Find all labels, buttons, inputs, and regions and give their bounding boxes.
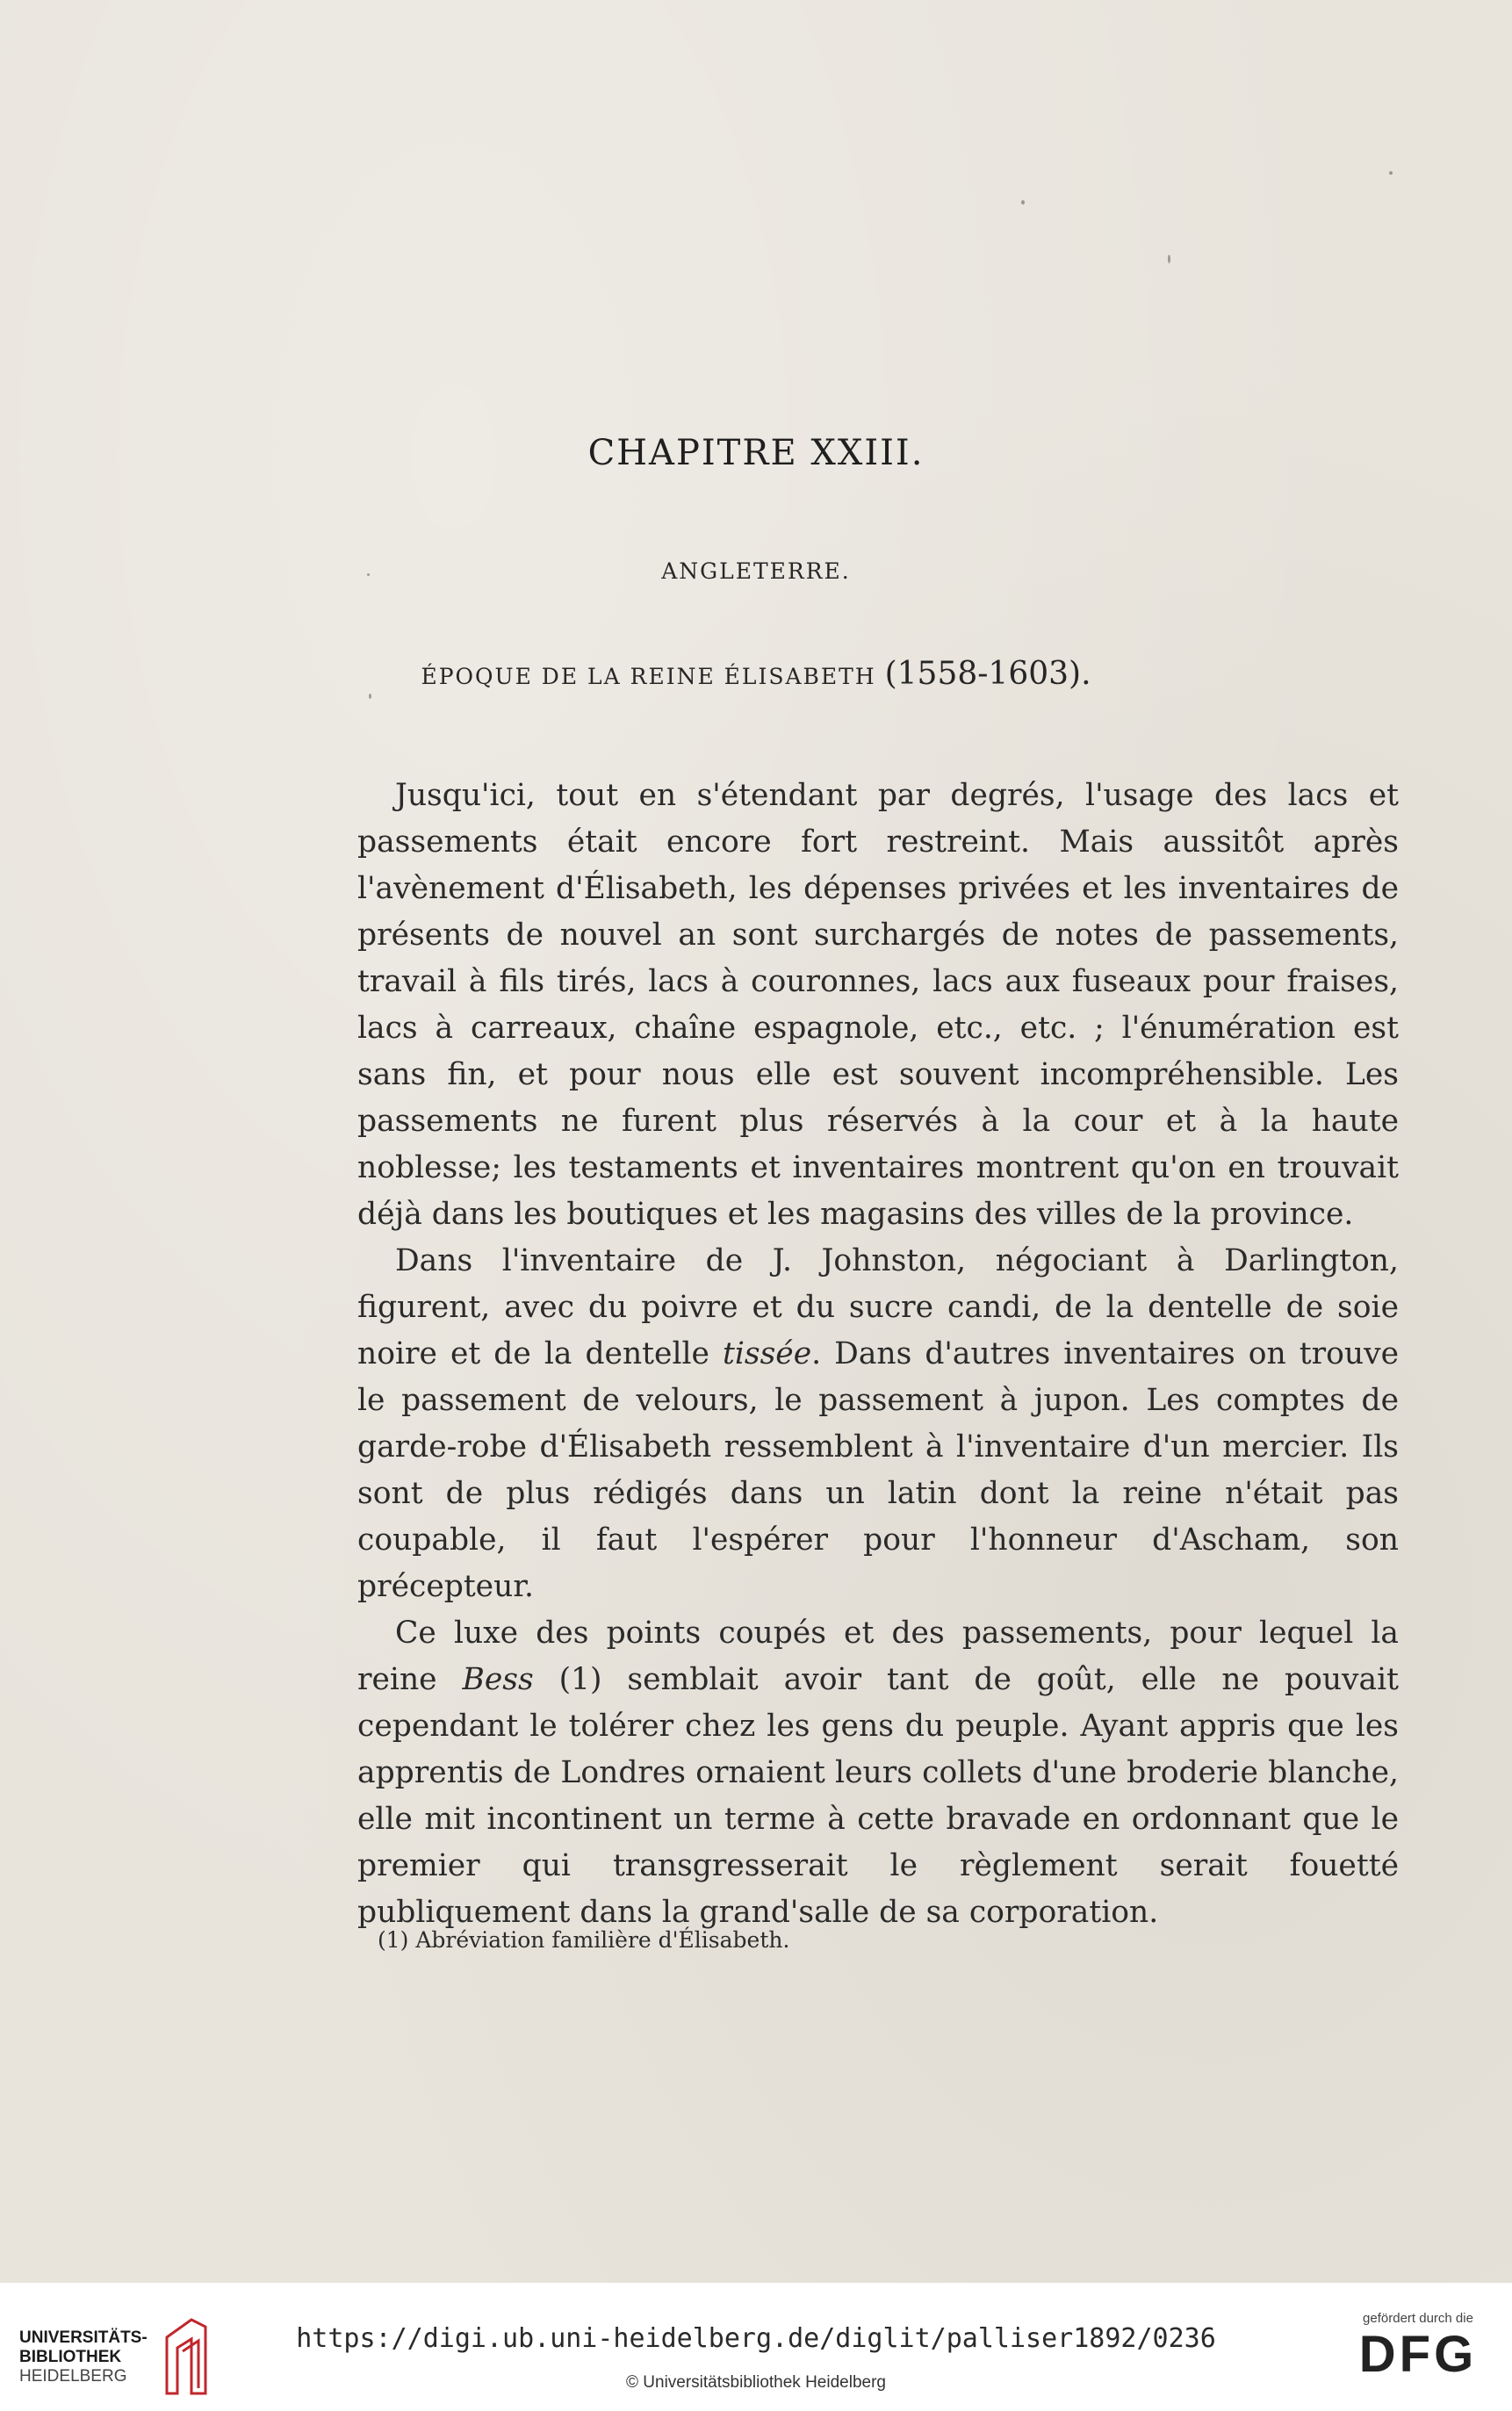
paragraph-2 bbox=[357, 1238, 1399, 1610]
paragraph-3-text-end: (1) semblait avoir tant de goût, elle ne pouvait cependant le tolérer chez les gens du peuple. Ayant appris que les apprentis de Londres ornaient leurs collets d'une broderie blanche, elle mit incontinent un terme à cette bravade en ordonnant que le premier qui transgresserait le règlement serait fouetté publiquement dans la grand'salle de sa corporation. bbox=[357, 1662, 1400, 1930]
epoch-label: ÉPOQUE DE LA REINE ÉLISABETH bbox=[421, 664, 885, 689]
epoch-years: (1558-1603). bbox=[884, 656, 1091, 692]
chapter-epoch bbox=[0, 656, 1512, 692]
paragraph-1: Jusqu'ici, tout en s'étendant par degrés, l'usage des lacs et passements était encore fort restreint. Mais aussitôt après l'avènement d'Élisabeth, les dépenses privées et les inventaires de présents de nouvel an sont surchargés de notes de passements, travail à fils tirés, lacs à couronnes, lacs aux fuseaux pour fraises, lacs à carreaux, chaîne espagnole, etc., etc. ; l'énumération est sans fin, et pour nous elle est souvent incompréhensible. Les passements ne furent plus réservés à la cour et à la haute noblesse; les testaments et inventaires montrent qu'on en trouvait déjà dans les boutiques et les magasins des villes de la province. bbox=[357, 778, 1399, 1232]
body-text bbox=[357, 773, 1399, 1936]
paragraph-2-text-end: . Dans d'autres inventaires on trouve le passement de velours, le passement à jupon. Les comptes de garde-robe d'Élisabeth ressemblent à l'inventaire d'un mercier. Ils sont de plus rédigés dans un latin dont la reine n'était pas coupable, il faut l'espérer pour l'honneur d'Ascham, son précepteur. bbox=[357, 1336, 1399, 1604]
funder-name: DFG bbox=[1358, 2326, 1478, 2383]
paragraph-2-text: Dans l'inventaire de J. Johnston, négociant à Darlington, figurent, avec du poivre et du sucre candi, de la dentelle de soie noire et de la dentelle bbox=[357, 1243, 1399, 1371]
library-name-line3: HEIDELBERG bbox=[19, 2367, 127, 2386]
paragraph-2-italic: tissée bbox=[723, 1336, 812, 1371]
chapter-subtitle: ANGLETERRE. bbox=[661, 558, 851, 584]
paper-speck bbox=[369, 694, 371, 699]
paper-speck bbox=[1168, 255, 1170, 263]
footnote: (1) Abréviation familière d'Élisabeth. bbox=[378, 1927, 790, 1953]
library-name-line2: BIBLIOTHEK bbox=[19, 2348, 122, 2366]
paragraph-3-italic: Bess bbox=[462, 1662, 534, 1697]
paragraph-3-text: Ce luxe des points coupés et des passements, pour lequel la reine bbox=[357, 1616, 1399, 1697]
paper-speck bbox=[1021, 200, 1025, 205]
funder-caption: gefördert durch die bbox=[1363, 2311, 1473, 2326]
paragraph-3 bbox=[357, 1610, 1399, 1936]
library-name-line1: UNIVERSITÄTS- bbox=[19, 2328, 148, 2347]
copyright-notice: © Universitätsbibliothek Heidelberg bbox=[626, 2373, 886, 2392]
funder-logo[interactable] bbox=[1343, 2311, 1493, 2399]
chapter-title: CHAPITRE XXIII. bbox=[587, 433, 925, 473]
permalink-url[interactable]: https://digi.ub.uni-heidelberg.de/diglit/palliser1892/0236 bbox=[296, 2323, 1216, 2354]
paper-speck bbox=[1389, 171, 1393, 175]
